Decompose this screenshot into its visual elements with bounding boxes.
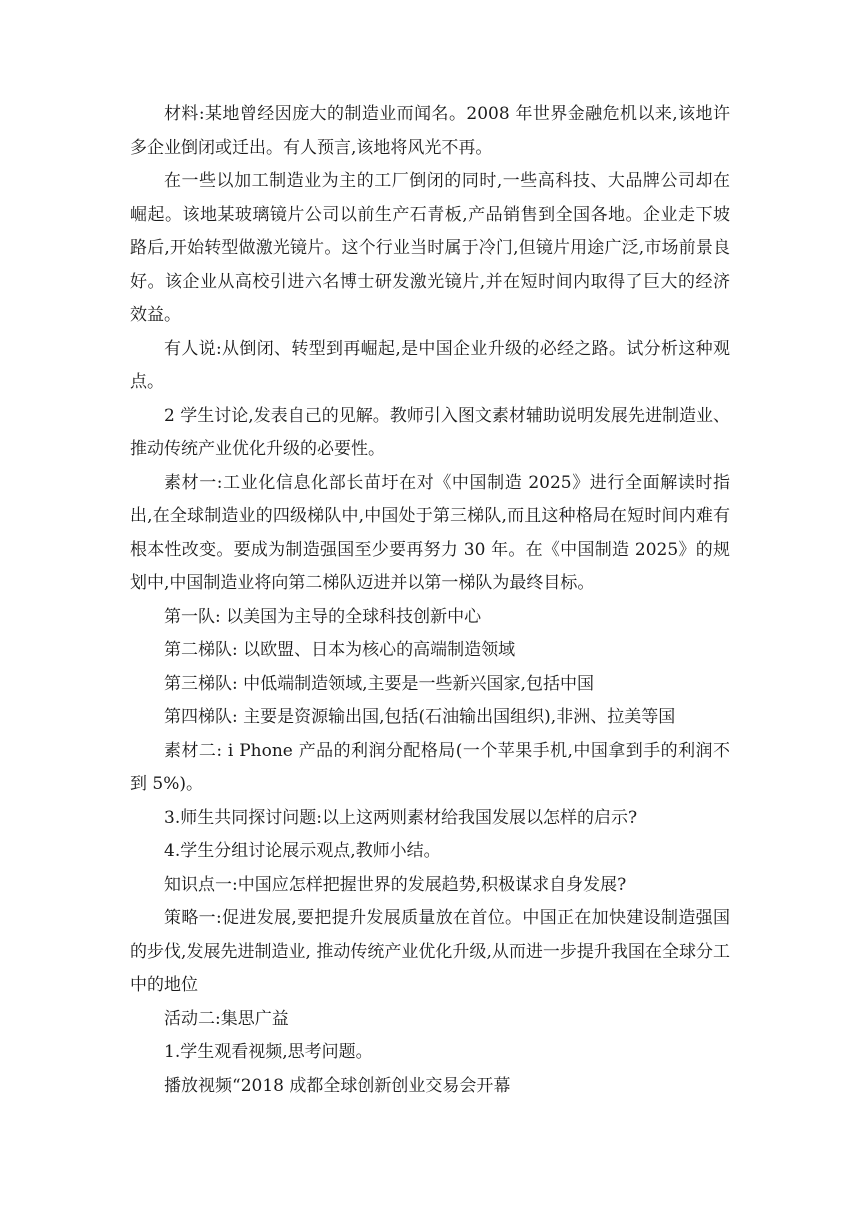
paragraph-tier-four: 第四梯队: 主要是资源输出国,包括(石油输出国组织),非洲、拉美等国 xyxy=(164,707,676,727)
paragraph-question: 有人说:从倒闭、转型到再崛起,是中国企业升级的必经之路。试分析这种观点。 xyxy=(130,338,730,392)
document-body xyxy=(130,98,730,1103)
paragraph-knowledge-point: 知识点一:中国应怎样把握世界的发展趋势,积极谋求自身发展? xyxy=(164,874,627,895)
paragraph-tier-three: 第三梯队: 中低端制造领域,主要是一些新兴国家,包括中国 xyxy=(164,673,594,694)
paragraph-watch-video: 1.学生观看视频,思考问题。 xyxy=(164,1042,373,1062)
paragraph-activity-two: 活动二:集思广益 xyxy=(164,1008,289,1029)
paragraph-strategy-one: 策略一:促进发展,要把提升发展质量放在首位。中国正在加快建设制造强国的步伐,发展先进制造业, 推动传统产业优化升级,从而进一步提升我国在全球分工中的地位 xyxy=(130,908,730,995)
paragraph-step-four: 4.学生分组讨论展示观点,教师小结。 xyxy=(164,841,441,861)
paragraph-tier-one: 第一队: 以美国为主导的全球科技创新中心 xyxy=(164,606,482,627)
paragraph-source-one: 素材一:工业化信息化部长苗圩在对《中国制造 2025》进行全面解读时指出,在全球制造业的四级梯队中,中国处于第三梯队,而且这种格局在短时间内难有根本性改变。要成为制造强国至少要再努力 30 年。在《中国制造 2025》的规划中,中国制造业将向第二梯队迈进并以第一梯队为最终目标。 xyxy=(130,472,730,593)
paragraph-material: 材料:某地曾经因庞大的制造业而闻名。2008 年世界金融危机以来,该地许多企业倒闭或迁出。有人预言,该地将风光不再。 xyxy=(130,104,730,158)
paragraph-material-detail: 在一些以加工制造业为主的工厂倒闭的同时,一些高科技、大品牌公司却在崛起。该地某玻璃镜片公司以前生产石青板,产品销售到全国各地。企业走下坡路后,开始转型做激光镜片。这个行业当时属于冷门,但镜片用途广泛,市场前景良好。该企业从高校引进六名博士研发激光镜片,并在短时间内取得了巨大的经济效益。 xyxy=(130,171,730,325)
paragraph-tier-two: 第二梯队: 以欧盟、日本为核心的高端制造领域 xyxy=(164,640,516,660)
paragraph-play-video: 播放视频“2018 成都全球创新创业交易会开幕 xyxy=(164,1075,511,1096)
paragraph-discussion: 2 学生讨论,发表自己的见解。教师引入图文素材辅助说明发展先进制造业、推动传统产业优化升级的必要性。 xyxy=(130,405,730,459)
paragraph-step-three: 3.师生共同探讨问题:以上这两则素材给我国发展以怎样的启示? xyxy=(164,807,638,828)
paragraph-source-two: 素材二: i Phone 产品的利润分配格局(一个苹果手机,中国拿到手的利润不到 5%)。 xyxy=(130,740,730,794)
